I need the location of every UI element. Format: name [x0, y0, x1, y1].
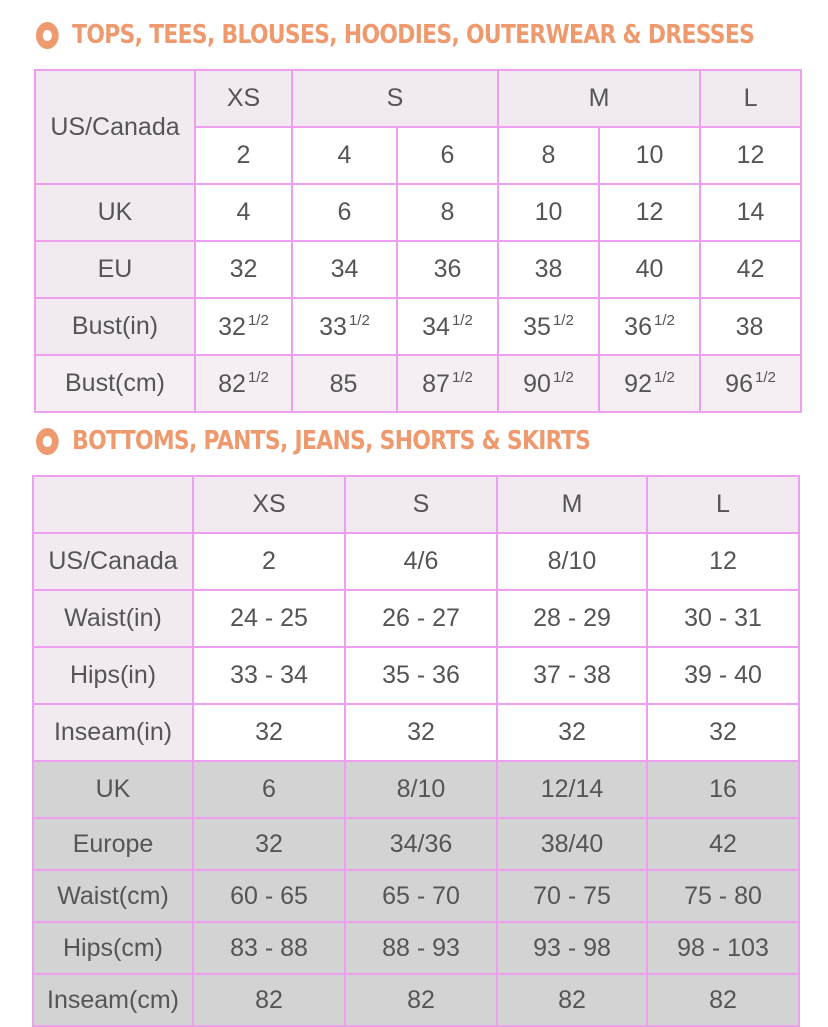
table-cell: 38/40 [497, 818, 647, 870]
table-cell: 65 - 70 [345, 870, 497, 922]
table-cell: 12/14 [497, 761, 647, 818]
table-cell: 32 [647, 704, 799, 761]
tops-section-title [36, 20, 754, 50]
row-label-waist-in: Waist(in) [33, 590, 193, 647]
table-cell: 90 $^{1/2}$ [498, 355, 599, 412]
table-cell: 6 [397, 127, 498, 184]
size-header-xs: XS [193, 476, 345, 533]
table-cell: 10 [498, 184, 599, 241]
table-cell: 38 [700, 298, 801, 355]
size-header-l: L [647, 476, 799, 533]
size-header-s: S [292, 70, 498, 127]
table-cell: 60 - 65 [193, 870, 345, 922]
table-row [33, 704, 799, 761]
us-canada-label: US/Canada [35, 70, 195, 184]
row-label-inseam-in: Inseam(in) [33, 704, 193, 761]
table-cell: 87 $^{1/2}$ [397, 355, 498, 412]
table-cell: 83 - 88 [193, 922, 345, 974]
row-label-inseam-cm: Inseam(cm) [33, 974, 193, 1026]
row-label-uk: UK [35, 184, 195, 241]
row-label-hips-in: Hips(in) [33, 647, 193, 704]
bottoms-section-title [36, 426, 590, 456]
table-cell: 37 - 38 [497, 647, 647, 704]
table-row [35, 355, 801, 412]
table-cell: 16 [647, 761, 799, 818]
row-label-bust-in: Bust(in) [35, 298, 195, 355]
table-cell: 14 [700, 184, 801, 241]
table-cell: 12 [599, 184, 700, 241]
row-label-waist-cm: Waist(cm) [33, 870, 193, 922]
table-corner-cell [33, 476, 193, 533]
table-cell: 32 [195, 241, 292, 298]
table-row [33, 590, 799, 647]
table-cell: 34 $^{1/2}$ [397, 298, 498, 355]
table-cell: 36 $^{1/2}$ [599, 298, 700, 355]
circle-bullet-icon [36, 22, 59, 49]
table-row [35, 298, 801, 355]
bottoms-title-text: BOTTOMS, PANTS, JEANS, SHORTS & SKIRTS [72, 426, 591, 456]
table-cell: 96 $^{1/2}$ [700, 355, 801, 412]
table-cell: 82 [497, 974, 647, 1026]
table-row [33, 533, 799, 590]
table-cell: 82 [193, 974, 345, 1026]
table-cell: 2 [193, 533, 345, 590]
row-label-eu: EU [35, 241, 195, 298]
row-label-europe: Europe [33, 818, 193, 870]
table-cell: 32 [193, 818, 345, 870]
size-header-xs: XS [195, 70, 292, 127]
table-cell: 82 [647, 974, 799, 1026]
table-cell: 42 [700, 241, 801, 298]
table-cell: 35 $^{1/2}$ [498, 298, 599, 355]
tops-size-table [34, 69, 802, 413]
table-cell: 2 [195, 127, 292, 184]
table-cell: 8/10 [497, 533, 647, 590]
table-row [33, 647, 799, 704]
table-row [33, 761, 799, 818]
table-cell: 36 [397, 241, 498, 298]
table-cell: 24 - 25 [193, 590, 345, 647]
table-row [33, 476, 799, 533]
table-row [35, 241, 801, 298]
table-cell: 75 - 80 [647, 870, 799, 922]
table-row [33, 870, 799, 922]
row-label-bust-cm: Bust(cm) [35, 355, 195, 412]
tops-title-text: TOPS, TEES, BLOUSES, HOODIES, OUTERWEAR & DRESSES [72, 20, 755, 50]
row-label-us-canada: US/Canada [33, 533, 193, 590]
table-cell: 8 [498, 127, 599, 184]
row-label-hips-cm: Hips(cm) [33, 922, 193, 974]
table-cell: 33 - 34 [193, 647, 345, 704]
size-header-m: M [497, 476, 647, 533]
table-cell: 35 - 36 [345, 647, 497, 704]
size-header-m: M [498, 70, 700, 127]
table-cell: 4 [195, 184, 292, 241]
table-cell: 32 $^{1/2}$ [195, 298, 292, 355]
table-cell: 88 - 93 [345, 922, 497, 974]
table-cell: 32 [193, 704, 345, 761]
table-cell: 6 [193, 761, 345, 818]
table-cell: 82 $^{1/2}$ [195, 355, 292, 412]
table-cell: 98 - 103 [647, 922, 799, 974]
table-cell: 39 - 40 [647, 647, 799, 704]
table-cell: 33 $^{1/2}$ [292, 298, 397, 355]
table-cell: 10 [599, 127, 700, 184]
table-cell: 32 [345, 704, 497, 761]
table-cell: 32 [497, 704, 647, 761]
size-header-l: L [700, 70, 801, 127]
table-cell: 70 - 75 [497, 870, 647, 922]
table-cell: 92 $^{1/2}$ [599, 355, 700, 412]
size-header-s: S [345, 476, 497, 533]
table-cell: 6 [292, 184, 397, 241]
row-label-uk: UK [33, 761, 193, 818]
table-row [33, 974, 799, 1026]
table-cell: 8/10 [345, 761, 497, 818]
table-cell: 34 [292, 241, 397, 298]
table-cell: 26 - 27 [345, 590, 497, 647]
table-cell: 38 [498, 241, 599, 298]
table-cell: 42 [647, 818, 799, 870]
table-cell: 12 [700, 127, 801, 184]
table-cell: 30 - 31 [647, 590, 799, 647]
circle-bullet-icon [36, 428, 59, 455]
table-cell: 40 [599, 241, 700, 298]
table-cell: 4 [292, 127, 397, 184]
table-row [33, 922, 799, 974]
table-cell: 12 [647, 533, 799, 590]
table-cell: 8 [397, 184, 498, 241]
table-cell: 93 - 98 [497, 922, 647, 974]
table-cell: 4/6 [345, 533, 497, 590]
table-cell: 85 [292, 355, 397, 412]
table-row [33, 818, 799, 870]
table-row [35, 70, 801, 127]
table-cell: 82 [345, 974, 497, 1026]
table-row [35, 184, 801, 241]
table-cell: 28 - 29 [497, 590, 647, 647]
bottoms-size-table [32, 475, 800, 1027]
table-cell: 34/36 [345, 818, 497, 870]
